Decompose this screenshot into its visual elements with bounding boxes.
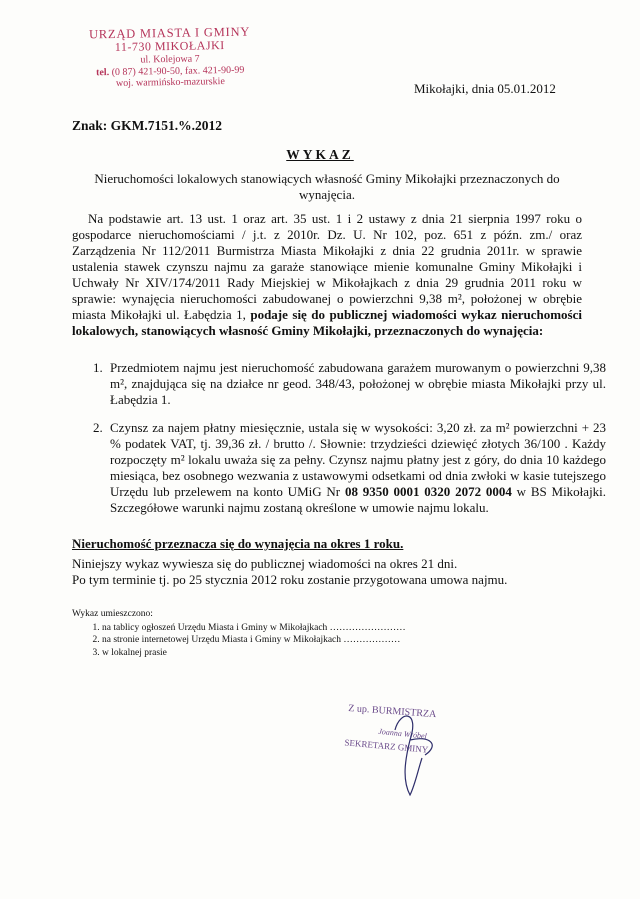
bank-account: 08 9350 0001 0320 2072 0004 (344, 484, 512, 499)
placement-lead: Wykaz umieszczono: (72, 609, 153, 619)
place-date: Mikołajki, dnia 05.01.2012 (414, 81, 556, 96)
intro-paragraph (72, 211, 582, 339)
stamp-line-office: URZĄD MIASTA I GMINY (88, 24, 251, 42)
notice-block (72, 556, 572, 588)
signature-stamp-line1: Z up. BURMISTRZA (347, 702, 437, 721)
list-item: 2. Czynsz za najem płatny miesięcznie, ustala się w wysokości: 3,20 zł. za m² powierzchni + 23 % podatek VAT, tj. 39,36 zł. / brutto /. Słownie: trzydzieści dziewięć złotych 36/100 . Każdy rozpoczęty m² lokalu uważa się za pełny. Czynsz najmu płatny jest z góry, do dnia 10 każdego miesiąca, bez osobnego wezwania z ustawowymi odsetkami od dnia zwłoki w kasie tutejszego Urzędu lub przelewem na konto UMiG Nr 08 9350 0001 0320 2072 0004 w BS Mikołajki. Szczegółowe warunki najmu zostaną określone w umowie najmu lokalu. (106, 420, 606, 516)
stamp-line-city: 11-730 MIKOŁAJKI (114, 38, 225, 55)
reference-number: Znak: GKM.7151.%.2012 (72, 118, 223, 133)
document-subtitle: Nieruchomości lokalowych stanowiących własność Gminy Mikołajki przeznaczonych do wynajęcia. (94, 171, 560, 202)
list-item: 1. na tablicy ogłoszeń Urzędu Miasta i Gminy w Mikołajkach …………………… (102, 622, 492, 635)
list-item: 3. w lokalnej prasie (102, 647, 492, 660)
notice-line: Po tym terminie tj. po 25 stycznia 2012 roku zostanie przygotowana umowa najmu. (72, 572, 508, 587)
intro-bold-text: podaje się do publicznej wiadomości wykaz nieruchomości lokalowych, stanowiących własność Gminy Mikołajki, przeznaczonych do wynajęcia: (72, 307, 582, 338)
signature-handwriting (395, 716, 432, 795)
notice-line: Niniejszy wykaz wywiesza się do publicznej wiadomości na okres 21 dni. (72, 556, 458, 571)
signature-stamp-line2: Joanna Wróbel (377, 726, 428, 741)
list-item: 2. na stronie internetowej Urzędu Miasta i Gminy w Mikołajkach ……………… (102, 634, 492, 647)
rental-period: Nieruchomość przeznacza się do wynajęcia na okres 1 roku. (72, 536, 404, 551)
terms-list (72, 360, 606, 528)
signature-stamp-line3: SEKRETARZ GMINY (344, 737, 429, 755)
stamp-line-region: woj. warmińsko-mazurskie (115, 76, 225, 90)
list-item: 1. Przedmiotem najmu jest nieruchomość zabudowana garażem murowanym o powierzchni 9,38 m², znajdująca się na działce nr geod. 348/43, położonej w obrębie miasta Mikołajki przy ul. Łabędzia 1. (106, 360, 606, 408)
intro-text: Na podstawie art. 13 ust. 1 oraz art. 35 ust. 1 i 2 ustawy z dnia 21 sierpnia 1997 roku o gospodarce nieruchomościami / j.t. z 2010r. Dz. U. Nr 102, poz. 651 z późn. zm./ oraz Zarządzenia Nr 112/2011 Burmistrza Miasta Mikołajki z dnia 22 grudnia 2011r. w sprawie ustalenia stawek czynszu najmu za garaże stanowiące mienie komunalne Gminy Mikołajki i Uchwały Nr XIV/174/2011 Rady Miejskiej w Mikołajkach z dnia 29 grudnia 2011 roku w sprawie: wynajęcia nieruchomości zabudowanej o powierzchni 9,38 m², położonej w obrębie miasta Mikołajki ul. Łabędzia 1, (72, 211, 582, 322)
office-stamp (69, 24, 270, 90)
stamp-line-phone: tel. (0 87) 421-90-50, fax. 421-90-99 (96, 64, 245, 78)
stamp-line-street: ul. Kolejowa 7 (140, 53, 200, 66)
document-title: WYKAZ (286, 147, 354, 162)
placement-list (72, 608, 492, 659)
signature-stamp (340, 700, 500, 820)
